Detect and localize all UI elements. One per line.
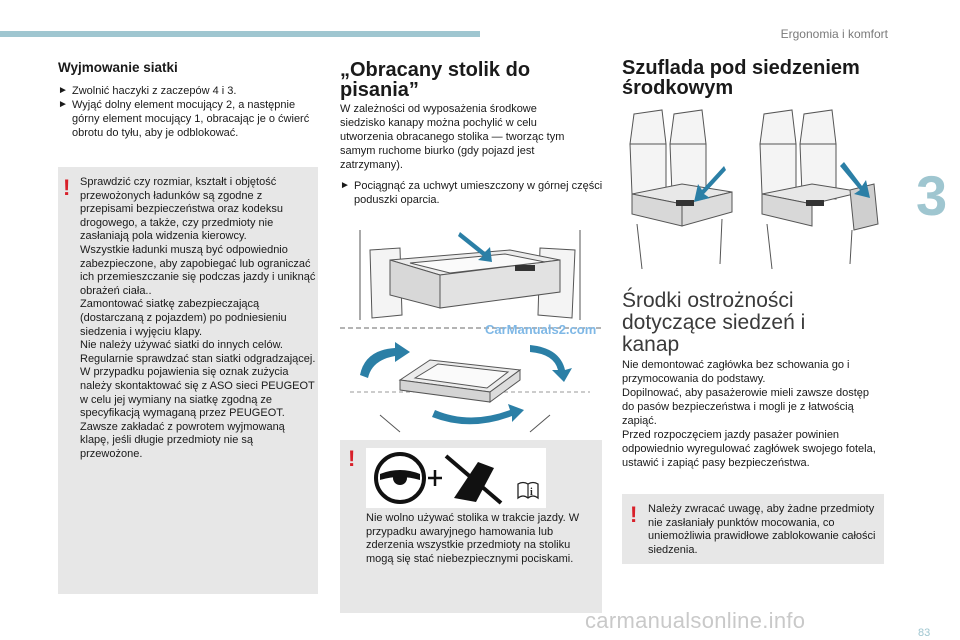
header-accent-bar <box>0 31 480 37</box>
col2-heading: „Obracany stolik do pisania” <box>340 59 531 101</box>
bullet-arrow-icon: ► <box>340 180 350 191</box>
col1-warning-box <box>58 167 318 594</box>
chapter-tab <box>914 165 960 227</box>
col1-heading: Wyjmowanie siatki <box>58 60 178 75</box>
warning-exclamation-icon: ! <box>630 502 638 527</box>
col3-heading-2: Środki ostrożności dotyczące siedzeń i kanap <box>622 289 806 356</box>
svg-text:i: i <box>530 487 533 498</box>
col1-bullet-1-text: Zwolnić haczyki z zaczepów 4 i 3. <box>72 85 237 97</box>
col2-warning-text: Nie wolno używać stolika w trakcie jazdy. W przypadku awaryjnego hamowania lub zderzenia wszystkie przedmioty na stoliku mogą się stać niebezpiecznymi pociskami. <box>366 512 580 565</box>
col3-heading: Szuflada pod siedzeniem środkowym <box>622 57 860 99</box>
chapter-number: 3 <box>916 164 948 227</box>
col3-warning-box <box>622 494 884 564</box>
bullet-arrow-icon: ► <box>58 99 68 110</box>
col1-bullet-2 <box>58 98 320 140</box>
col2-bullet-1 <box>340 179 616 207</box>
col1-bullet-1 <box>58 84 327 98</box>
drawer-illustration-svg <box>622 104 884 284</box>
page-number: 83 <box>918 627 931 639</box>
col2-intro: W zależności od wyposażenia środkowe siedzisko kanapy można pochylić w celu utworzenia obracanego stolika — tworząc tym samym ruchome biurko (gdy pojazd jest zatrzymany). <box>340 103 565 171</box>
col2-warning-box <box>340 440 602 613</box>
section-title: Ergonomia i komfort <box>780 27 888 41</box>
col3-warning-text: Należy zwracać uwagę, aby żadne przedmioty nie zasłaniały punktów mocowania, co uniemożliwia prawidłowe zablokowanie całości siedzenia. <box>648 503 876 556</box>
col1-warning-text: Sprawdzić czy rozmiar, kształt i objętość przewożonych ładunków są zgodne z przepisami bezpieczeństwa oraz kodeksu drogowego, a także, czy przedmioty nie zasłaniają pola widzenia kierowcy. Wszystkie ładunki muszą być odpowiednio zabezpieczone, aby zapobiegać lub ograniczać ich przemieszczanie się podczas jazdy i uniknąć obrażeń ciała.. Zamontować siatkę zabezpieczającą (dostarczaną z pojazdem) po podniesieniu siedzenia i wyjęciu klapy. Nie należy używać siatki do innych celów. Regularnie sprawdzać stan siatki odgradzającej. W przypadku pojawienia się oznak zużycia należy skontaktować się z ASO sieci PEUGEOT w celu jej wymiany na siatkę zgodną ze specyfikacją wymaganą przez PEUGEOT. Zawsze zakładać z powrotem wyjmowaną klapę, jeśli długie przedmioty nie są przewożone. <box>80 176 316 460</box>
warning-exclamation-icon: ! <box>63 175 71 200</box>
drawer-illustration <box>622 104 884 284</box>
col2-bullet-1-text: Pociągnąć za uchwyt umieszczony w górnej części poduszki oparcia. <box>354 180 603 206</box>
carmanuals-watermark: CarManuals2.com <box>485 322 597 337</box>
bullet-arrow-icon: ► <box>58 85 68 96</box>
footer-watermark: carmanualsonline.info <box>585 608 806 633</box>
col1-bullet-2-text: Wyjąć dolny element mocujący 2, a następnie górny element mocujący 1, obracając je o ćwierć obrotu do tyłu, aby je odblokować. <box>72 99 310 139</box>
warning-exclamation-icon: ! <box>348 446 356 471</box>
info-book-icon <box>515 478 541 504</box>
col3-body: Nie demontować zagłówka bez schowania go i przymocowania do podstawy. Dopilnować, aby pasażerowie mieli zawsze dostęp do pasów bezpieczeństwa i mogli je z łatwością zapiąć. Przed rozpoczęciem jazdy pasażer powinien odpowiednio wyregulować zagłówek swojego fotela, ustawić i zapiąć pasy bezpieczeństwa. <box>622 359 876 469</box>
